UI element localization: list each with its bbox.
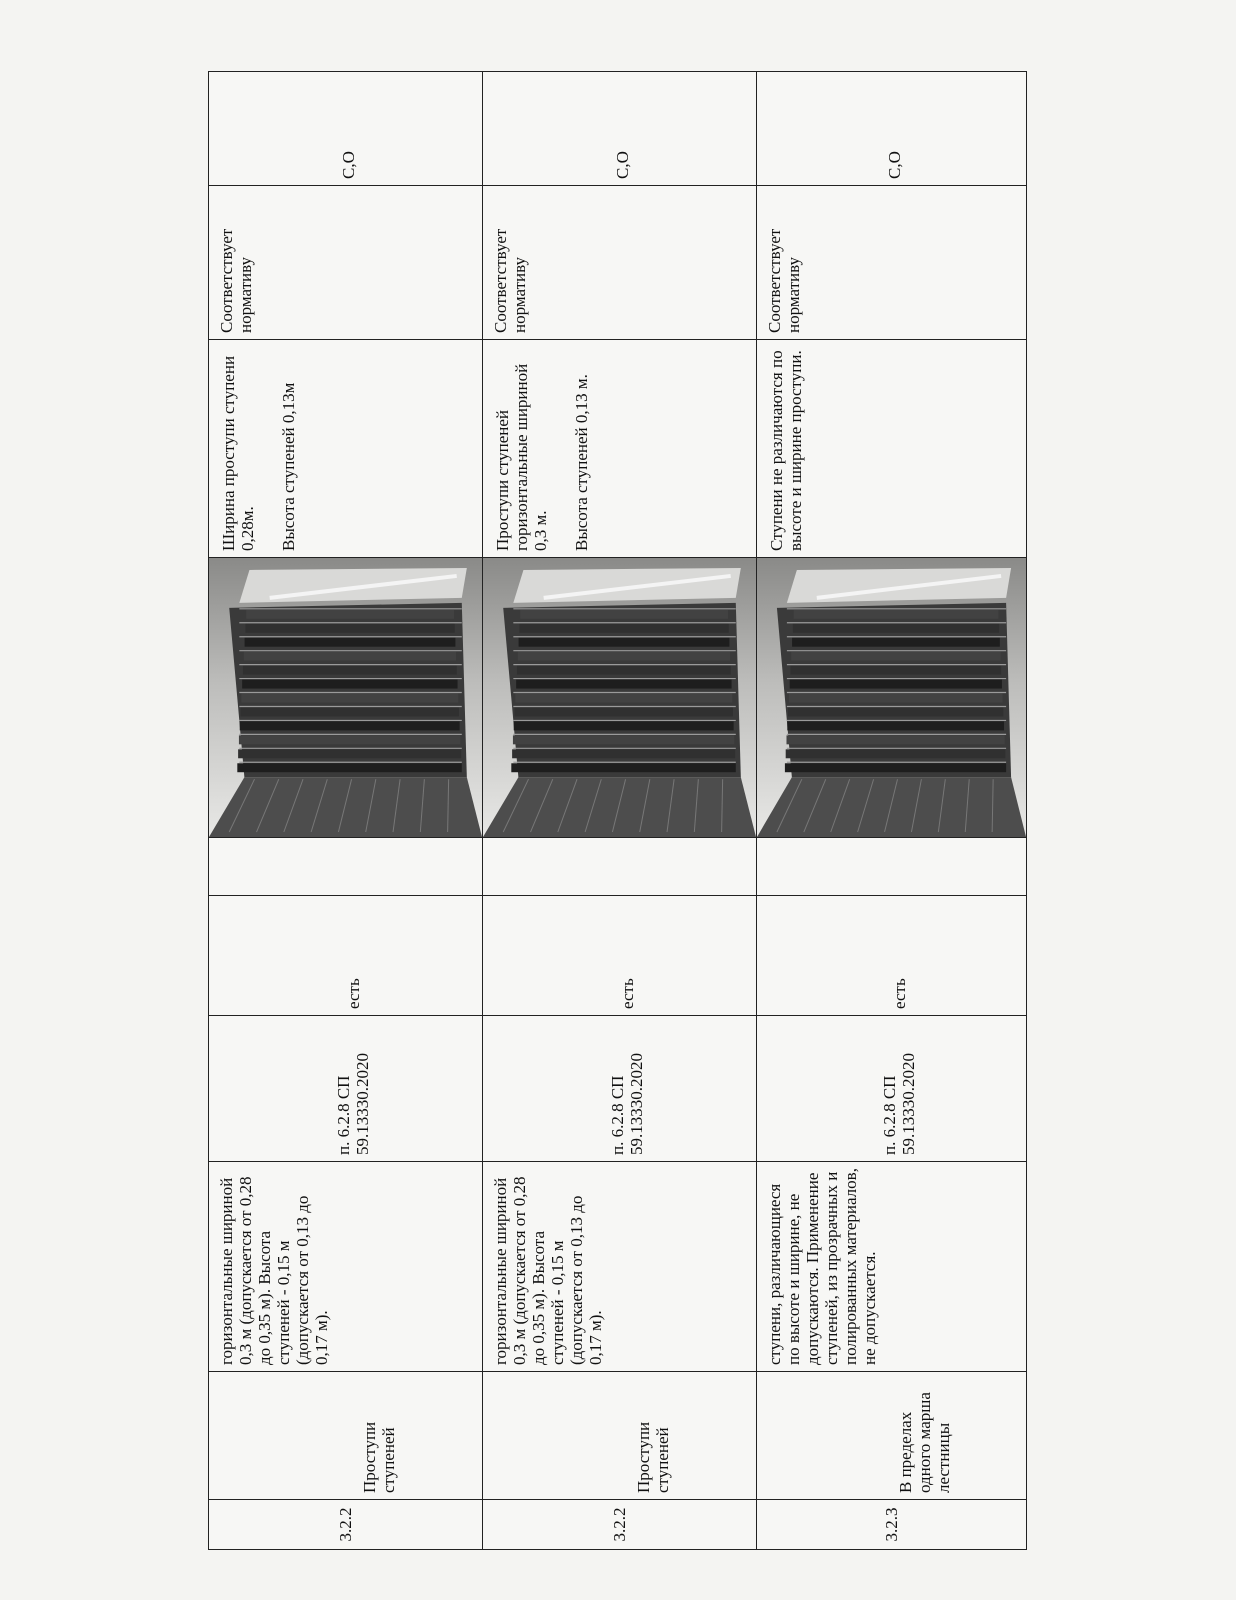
conformity-cell: Соответствует нормативу: [209, 186, 483, 340]
conformity-cell: Соответствует нормативу: [483, 186, 757, 340]
parameter-cell: Проступи ступеней: [483, 1372, 757, 1500]
row-number: 3.2.3: [757, 1500, 1027, 1550]
table-row: [483, 72, 757, 1550]
row-number: 3.2.2: [209, 1500, 483, 1550]
row-number: 3.2.2: [483, 1500, 757, 1550]
parameter-cell: В пределах одного марша лестницы: [757, 1372, 1027, 1500]
availability-cell: есть: [209, 896, 483, 1016]
category-cell: С,О: [757, 72, 1027, 186]
requirement-cell: горизонтальные шириной 0,3 м (допускается от 0,28 до 0,35 м). Высота ступеней - 0,15 м (допускается от 0,13 до 0,17 м).: [483, 1162, 757, 1372]
conformity-cell: Соответствует нормативу: [757, 186, 1027, 340]
requirement-cell: горизонтальные шириной 0,3 м (допускается от 0,28 до 0,35 м). Высота ступеней - 0,15 м (допускается от 0,13 до 0,17 м).: [209, 1162, 483, 1372]
description-line: Высота ступеней 0,13м: [279, 382, 298, 551]
description-line: Высота ступеней 0,13 м.: [572, 374, 591, 551]
description-line: Ширина проступи ступени 0,28м.: [219, 355, 257, 551]
category-cell: С,О: [209, 72, 483, 186]
inspection-table: [208, 71, 1027, 1550]
parameter-cell: Проступи ступеней: [209, 1372, 483, 1500]
requirement-cell: ступени, различающиеся по высоте и ширине, не допускаются. Применение ступеней, из прозрачных и полированных материалов, не допускается.: [757, 1162, 1027, 1372]
category-cell: С,О: [483, 72, 757, 186]
stair-photo-image: [209, 558, 482, 837]
description-line: Ступени не различаются по высоте и ширине проступи.: [767, 350, 805, 551]
availability-cell: есть: [483, 896, 757, 1016]
description-line: Проступи ступеней горизонтальные шириной 0,3 м.: [493, 363, 550, 551]
description-cell: [209, 340, 483, 558]
table-row: [209, 72, 483, 1550]
empty-cell: [209, 838, 483, 896]
norm-cell: п. 6.2.8 СП 59.13330.2020: [757, 1016, 1027, 1162]
norm-cell: п. 6.2.8 СП 59.13330.2020: [209, 1016, 483, 1162]
availability-cell: есть: [757, 896, 1027, 1016]
stair-photo: [483, 558, 757, 838]
stair-photo: [757, 558, 1027, 838]
description-cell: [757, 340, 1027, 558]
stair-photo-image: [483, 558, 756, 837]
empty-cell: [483, 838, 757, 896]
empty-cell: [757, 838, 1027, 896]
rotated-table-sheet: [208, 72, 1012, 1550]
stair-photo-image: [757, 558, 1026, 837]
norm-cell: п. 6.2.8 СП 59.13330.2020: [483, 1016, 757, 1162]
table-row: [757, 72, 1027, 1550]
description-cell: [483, 340, 757, 558]
stair-photo: [209, 558, 483, 838]
